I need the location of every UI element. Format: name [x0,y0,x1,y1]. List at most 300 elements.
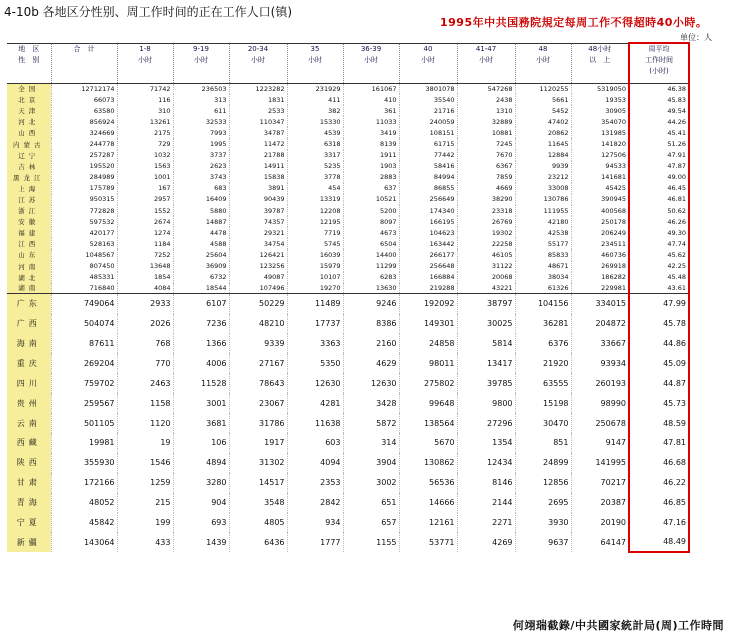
header-label: 40 [423,44,433,53]
value-cell: 45.73 [629,393,689,413]
value-cell: 1854 [117,272,173,283]
value-cell: 30025 [457,314,515,334]
value-cell: 11528 [173,373,229,393]
header-label: 41-47 [475,44,497,53]
value-cell: 55177 [515,238,571,249]
value-cell: 3743 [173,172,229,183]
value-cell: 130862 [399,453,457,473]
region-cell: 新疆 [7,532,51,552]
value-cell: 46.68 [629,453,689,473]
value-cell: 1032 [117,150,173,161]
value-cell: 138564 [399,413,457,433]
header-label: 地 区 [18,44,40,53]
value-cell: 934 [287,513,343,533]
value-cell: 2438 [457,94,515,105]
value-cell: 807450 [51,261,117,272]
header-cell [399,43,457,83]
value-cell: 16409 [173,194,229,205]
value-cell: 20862 [515,127,571,138]
value-cell: 51.26 [629,138,689,149]
value-cell: 5661 [515,94,571,105]
value-cell: 12884 [515,150,571,161]
value-cell: 6732 [173,272,229,283]
table-row [7,238,689,249]
table-row [7,283,689,294]
value-cell: 3930 [515,513,571,533]
value-cell: 6318 [287,138,343,149]
value-cell: 107496 [229,283,287,294]
value-cell: 2533 [229,105,287,116]
value-cell: 1048567 [51,249,117,260]
value-cell: 50229 [229,294,287,314]
value-cell: 1354 [457,433,515,453]
value-cell: 2842 [287,493,343,513]
table-row [7,532,689,552]
region-cell: 陕西 [7,453,51,473]
value-cell: 166195 [399,216,457,227]
value-cell: 2144 [457,493,515,513]
value-cell: 12208 [287,205,343,216]
value-cell: 2933 [117,294,173,314]
value-cell: 768 [117,334,173,354]
value-cell: 904 [173,493,229,513]
value-cell: 485331 [51,272,117,283]
value-cell: 9147 [571,433,629,453]
value-cell: 11638 [287,413,343,433]
value-cell: 11489 [287,294,343,314]
value-cell: 12856 [515,473,571,493]
value-cell: 3428 [343,393,399,413]
value-cell: 5745 [287,238,343,249]
region-cell: 广西 [7,314,51,334]
value-cell: 86855 [399,183,457,194]
value-cell: 7859 [457,172,515,183]
value-cell: 49.54 [629,105,689,116]
value-cell: 3737 [173,150,229,161]
table-body-top [7,83,689,294]
value-cell: 31302 [229,453,287,473]
value-cell: 334015 [571,294,629,314]
value-cell: 4281 [287,393,343,413]
value-cell: 45842 [51,513,117,533]
value-cell: 2353 [287,473,343,493]
value-cell: 45.09 [629,353,689,373]
value-cell: 48052 [51,493,117,513]
value-cell: 324669 [51,127,117,138]
value-cell: 71742 [117,83,173,94]
value-cell: 30470 [515,413,571,433]
value-cell: 39787 [229,205,287,216]
value-cell: 17737 [287,314,343,334]
value-cell: 3548 [229,493,287,513]
value-cell: 48671 [515,261,571,272]
table-row [7,83,689,94]
header-row [7,43,689,83]
value-cell: 45.41 [629,127,689,138]
value-cell: 611 [173,105,229,116]
value-cell: 231929 [287,83,343,94]
value-cell: 14517 [229,473,287,493]
header-cell [571,43,629,83]
value-cell: 504074 [51,314,117,334]
value-cell: 98011 [399,353,457,373]
value-cell: 30905 [571,105,629,116]
value-cell: 15330 [287,116,343,127]
value-cell: 104623 [399,227,457,238]
value-cell: 46.38 [629,83,689,94]
table-row [7,393,689,413]
value-cell: 14400 [343,249,399,260]
region-cell: 福建 [7,227,51,238]
value-cell: 85833 [515,249,571,260]
value-cell: 2674 [117,216,173,227]
value-cell: 7670 [457,150,515,161]
region-cell: 四川 [7,373,51,393]
value-cell: 13648 [117,261,173,272]
header-cell [229,43,287,83]
region-cell: 山西 [7,127,51,138]
value-cell: 174340 [399,205,457,216]
region-cell: 湖北 [7,272,51,283]
value-cell: 7719 [287,227,343,238]
table-row [7,413,689,433]
value-cell: 104156 [515,294,571,314]
value-cell: 856924 [51,116,117,127]
header-cell [7,43,51,83]
table-body-bottom [7,294,689,553]
value-cell: 166884 [399,272,457,283]
value-cell: 175789 [51,183,117,194]
table-row [7,172,689,183]
region-cell: 安徽 [7,216,51,227]
value-cell: 1001 [117,172,173,183]
header-cell [173,43,229,83]
value-cell: 48.49 [629,532,689,552]
table-row [7,493,689,513]
value-cell: 361 [343,105,399,116]
value-cell: 10107 [287,272,343,283]
value-cell: 3904 [343,453,399,473]
value-cell: 14666 [399,493,457,513]
value-cell: 4673 [343,227,399,238]
value-cell: 20190 [571,513,629,533]
value-cell: 31786 [229,413,287,433]
value-cell: 74357 [229,216,287,227]
value-cell: 13319 [287,194,343,205]
value-cell: 257287 [51,150,117,161]
value-cell: 38034 [515,272,571,283]
value-cell: 15838 [229,172,287,183]
value-cell: 44.86 [629,334,689,354]
region-cell: 天津 [7,105,51,116]
value-cell: 24899 [515,453,571,473]
value-cell: 1158 [117,393,173,413]
value-cell: 1995 [173,138,229,149]
value-cell: 20387 [571,493,629,513]
value-cell: 284989 [51,172,117,183]
value-cell: 313 [173,94,229,105]
header-label: 小时 [308,55,322,64]
value-cell: 6367 [457,161,515,172]
value-cell: 3801078 [399,83,457,94]
region-cell: 重庆 [7,353,51,373]
value-cell: 6107 [173,294,229,314]
region-cell: 辽宁 [7,150,51,161]
header-label: 合 计 [73,44,95,53]
value-cell: 43221 [457,283,515,294]
region-cell: 全国 [7,83,51,94]
value-cell: 240059 [399,116,457,127]
value-cell: 56536 [399,473,457,493]
value-cell: 161067 [343,83,399,94]
value-cell: 4006 [173,353,229,373]
value-cell: 8386 [343,314,399,334]
value-cell: 5814 [457,334,515,354]
value-cell: 528163 [51,238,117,249]
header-label: 48小时 [588,44,612,53]
work-hours-table [7,42,690,553]
value-cell: 87611 [51,334,117,354]
region-cell: 江苏 [7,194,51,205]
value-cell: 11472 [229,138,287,149]
table-row [7,150,689,161]
value-cell: 123256 [229,261,287,272]
value-cell: 5880 [173,205,229,216]
value-cell: 24858 [399,334,457,354]
value-cell: 141681 [571,172,629,183]
value-cell: 7245 [457,138,515,149]
table-row [7,373,689,393]
value-cell: 259567 [51,393,117,413]
value-cell: 11299 [343,261,399,272]
value-cell: 108151 [399,127,457,138]
value-cell: 9339 [229,334,287,354]
value-cell: 7252 [117,249,173,260]
header-label: 小时 [194,55,208,64]
header-label: 48 [538,44,548,53]
region-cell: 甘肃 [7,473,51,493]
value-cell: 46.22 [629,473,689,493]
value-cell: 420177 [51,227,117,238]
value-cell: 3001 [173,393,229,413]
region-cell: 江西 [7,238,51,249]
value-cell: 27296 [457,413,515,433]
table-row [7,294,689,314]
header-label: 以 上 [589,55,611,64]
value-cell: 1911 [343,150,399,161]
red-annotation: 1995年中共国務院規定每周工作不得超時40小時。 [440,16,708,29]
value-cell: 167 [117,183,173,194]
value-cell: 149301 [399,314,457,334]
value-cell: 9800 [457,393,515,413]
value-cell: 2463 [117,373,173,393]
header-label: 20-34 [247,44,269,53]
value-cell: 266177 [399,249,457,260]
value-cell: 70217 [571,473,629,493]
region-cell: 河北 [7,116,51,127]
value-cell: 9246 [343,294,399,314]
region-cell: 宁夏 [7,513,51,533]
value-cell: 116 [117,94,173,105]
value-cell: 48210 [229,314,287,334]
value-cell: 23067 [229,393,287,413]
table-row [7,227,689,238]
value-cell: 2695 [515,493,571,513]
value-cell: 3891 [229,183,287,194]
region-cell: 西藏 [7,433,51,453]
value-cell: 310 [117,105,173,116]
value-cell: 16039 [287,249,343,260]
value-cell: 45.62 [629,249,689,260]
value-cell: 5200 [343,205,399,216]
header-label: 小时 [536,55,550,64]
value-cell: 15198 [515,393,571,413]
region-cell: 青海 [7,493,51,513]
table-row [7,127,689,138]
value-cell: 1366 [173,334,229,354]
value-cell: 99648 [399,393,457,413]
value-cell: 244778 [51,138,117,149]
value-cell: 192092 [399,294,457,314]
value-cell: 683 [173,183,229,194]
value-cell: 127506 [571,150,629,161]
value-cell: 111955 [515,205,571,216]
value-cell: 1274 [117,227,173,238]
header-label: 35 [310,44,320,53]
value-cell: 61326 [515,283,571,294]
value-cell: 5319050 [571,83,629,94]
value-cell: 23212 [515,172,571,183]
value-cell: 19 [117,433,173,453]
value-cell: 1120255 [515,83,571,94]
value-cell: 98990 [571,393,629,413]
value-cell: 53771 [399,532,457,552]
header-cell [457,43,515,83]
table-row [7,161,689,172]
value-cell: 10881 [457,127,515,138]
value-cell: 4805 [229,513,287,533]
value-cell: 2026 [117,314,173,334]
value-cell: 454 [287,183,343,194]
value-cell: 22258 [457,238,515,249]
value-cell: 195520 [51,161,117,172]
header-cell [629,43,689,83]
header-label: 小时 [251,55,265,64]
value-cell: 126421 [229,249,287,260]
value-cell: 58416 [399,161,457,172]
value-cell: 45.78 [629,314,689,334]
region-cell: 贵州 [7,393,51,413]
header-cell [515,43,571,83]
value-cell: 18544 [173,283,229,294]
region-cell: 内蒙古 [7,138,51,149]
value-cell: 12195 [287,216,343,227]
value-cell: 314 [343,433,399,453]
value-cell: 19302 [457,227,515,238]
source-credit: 何翊瑞截錄/中共國家統計局(周)工作時間 [512,619,724,632]
value-cell: 400568 [571,205,629,216]
header-label: 9-19 [193,44,209,53]
value-cell: 15979 [287,261,343,272]
value-cell: 11645 [515,138,571,149]
value-cell: 36909 [173,261,229,272]
value-cell: 234511 [571,238,629,249]
value-cell: 4669 [457,183,515,194]
value-cell: 2271 [457,513,515,533]
value-cell: 36281 [515,314,571,334]
value-cell: 110347 [229,116,287,127]
value-cell: 4478 [173,227,229,238]
value-cell: 93934 [571,353,629,373]
value-cell: 94533 [571,161,629,172]
value-cell: 256649 [399,194,457,205]
value-cell: 23318 [457,205,515,216]
region-cell: 北京 [7,94,51,105]
value-cell: 38290 [457,194,515,205]
value-cell: 31122 [457,261,515,272]
region-cell: 河南 [7,261,51,272]
value-cell: 46.45 [629,183,689,194]
value-cell: 199 [117,513,173,533]
region-cell: 云南 [7,413,51,433]
header-label: 小时 [479,55,493,64]
value-cell: 749064 [51,294,117,314]
header-label: 1-8 [139,44,151,53]
value-cell: 34754 [229,238,287,249]
value-cell: 1917 [229,433,287,453]
value-cell: 637 [343,183,399,194]
value-cell: 433 [117,532,173,552]
table-row [7,513,689,533]
header-cell [287,43,343,83]
value-cell: 49.00 [629,172,689,183]
value-cell: 3002 [343,473,399,493]
value-cell: 46.85 [629,493,689,513]
table-row [7,353,689,373]
value-cell: 4269 [457,532,515,552]
value-cell: 219288 [399,283,457,294]
value-cell: 78643 [229,373,287,393]
value-cell: 950315 [51,194,117,205]
value-cell: 48.59 [629,413,689,433]
header-cell [117,43,173,83]
value-cell: 2175 [117,127,173,138]
value-cell: 229981 [571,283,629,294]
value-cell: 34787 [229,127,287,138]
header-label: 小时 [364,55,378,64]
value-cell: 3317 [287,150,343,161]
value-cell: 19981 [51,433,117,453]
header-label: 工作时间 [645,56,673,64]
region-cell: 山东 [7,249,51,260]
value-cell: 603 [287,433,343,453]
value-cell: 46105 [457,249,515,260]
value-cell: 2623 [173,161,229,172]
value-cell: 6504 [343,238,399,249]
value-cell: 49.30 [629,227,689,238]
value-cell: 1155 [343,532,399,552]
region-cell: 吉林 [7,161,51,172]
value-cell: 260193 [571,373,629,393]
value-cell: 13261 [117,116,173,127]
value-cell: 42.25 [629,261,689,272]
value-cell: 3363 [287,334,343,354]
value-cell: 1439 [173,532,229,552]
value-cell: 7236 [173,314,229,334]
value-cell: 716840 [51,283,117,294]
value-cell: 5872 [343,413,399,433]
value-cell: 47.87 [629,161,689,172]
